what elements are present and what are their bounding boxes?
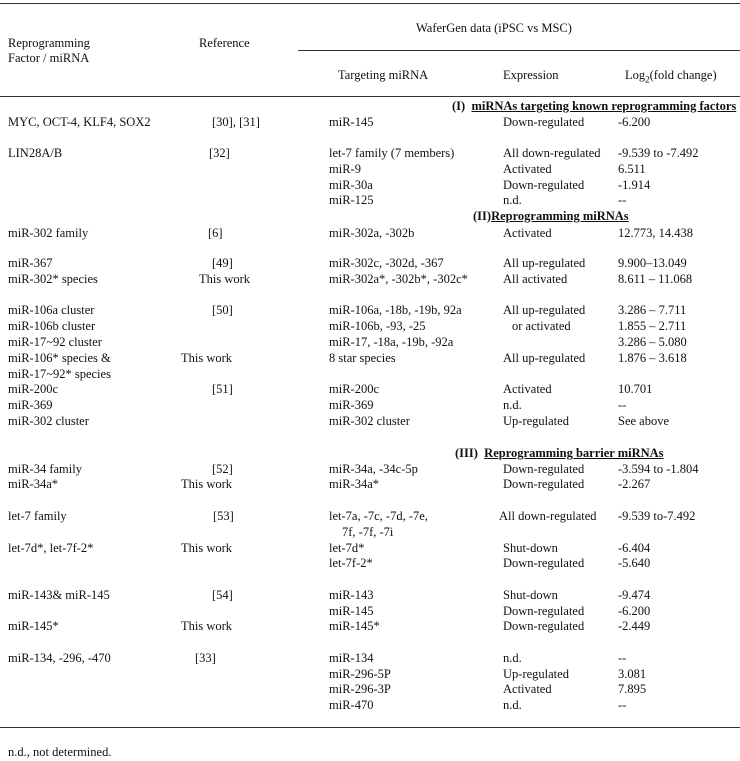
row-4-log: -- [618,193,627,207]
row-27-expr: Activated [503,682,552,696]
row-15-mirna: miR-302 cluster [329,414,410,428]
row-6-expr: All up-regulated [503,256,586,270]
row-21-mirna: let-7f-2* [329,556,373,570]
row-2-expr: Activated [503,162,552,176]
row-28-expr: n.d. [503,698,522,712]
row-17-factor: miR-34a* [8,477,58,491]
row-3-mirna: miR-30a [329,178,373,192]
row-25-log: -- [618,651,627,665]
row-8-expr: All up-regulated [503,303,586,317]
row-25-factor: miR-134, -296, -470 [8,651,111,665]
row-28-log: -- [618,698,627,712]
row-9-expr: or activated [512,319,571,333]
row-5-ref: [6] [208,226,223,240]
row-21-log: -5.640 [618,556,651,570]
row-20-mirna: let-7d* [329,541,365,555]
row-6-ref: [49] [212,256,233,270]
row-16-ref: [52] [212,462,233,476]
row-10-mirna: miR-17, -18a, -19b, -92a [329,335,454,349]
row-24-log: -2.449 [618,619,651,633]
row-15-expr: Up-regulated [503,414,569,428]
row-7-mirna: miR-302a*, -302b*, -302c* [329,272,468,286]
row-24-expr: Down-regulated [503,619,585,633]
row-18-ref: [53] [213,509,234,523]
row-18-factor: let-7 family [8,509,67,523]
row-27-log: 7.895 [618,682,647,696]
row-20-log: -6.404 [618,541,651,555]
row-6-log: 9.900–13.049 [618,256,687,270]
row-2-log: 6.511 [618,162,646,176]
group-rule [298,50,740,51]
row-18-expr: All down-regulated [499,509,597,523]
header-reference: Reference [199,36,250,50]
row-5-factor: miR-302 family [8,226,89,240]
row-13-log: 10.701 [618,382,653,396]
row-14-log: -- [618,398,627,412]
row-20-factor: let-7d*, let-7f-2* [8,541,94,555]
row-20-expr: Shut-down [503,541,558,555]
row-18-mirna: let-7a, -7c, -7d, -7e, [329,509,428,523]
row-1-mirna: let-7 family (7 members) [329,146,455,160]
row-0-expr: Down-regulated [503,115,585,129]
row-26-mirna: miR-296-5P [329,667,391,681]
row-16-factor: miR-34 family [8,462,82,476]
row-3-log: -1.914 [618,178,651,192]
row-1-expr: All down-regulated [503,146,601,160]
row-11-factor: miR-106* species & [8,351,111,365]
top-rule [0,3,740,4]
row-22-ref: [54] [212,588,233,602]
row-8-mirna: miR-106a, -18b, -19b, 92a [329,303,462,317]
row-11-ref: This work [181,351,233,365]
row-21-expr: Down-regulated [503,556,585,570]
row-16-mirna: miR-34a, -34c-5p [329,462,418,476]
row-3-expr: Down-regulated [503,178,585,192]
row-9-log: 1.855 – 2.711 [618,319,687,333]
row-1-log: -9.539 to -7.492 [618,146,699,160]
row-14-factor: miR-369 [8,398,53,412]
row-24-ref: This work [181,619,233,633]
row-19-mirna: 7f, -7f, -7i [342,525,394,539]
row-13-mirna: miR-200c [329,382,379,396]
row-4-expr: n.d. [503,193,522,207]
row-22-factor: miR-143& miR-145 [8,588,110,602]
row-23-log: -6.200 [618,604,651,618]
row-8-ref: [50] [212,303,233,317]
row-7-factor: miR-302* species [8,272,98,286]
row-0-factor: MYC, OCT-4, KLF4, SOX2 [8,115,151,129]
section-heading-3: (III) Reprogramming barrier miRNAs [455,446,664,460]
row-7-ref: This work [199,272,251,286]
row-11-expr: All up-regulated [503,351,586,365]
row-7-log: 8.611 – 11.068 [618,272,693,286]
row-13-ref: [51] [212,382,233,396]
row-14-expr: n.d. [503,398,522,412]
row-0-mirna: miR-145 [329,115,374,129]
row-17-ref: This work [181,477,233,491]
row-4-mirna: miR-125 [329,193,374,207]
row-20-ref: This work [181,541,233,555]
row-9-mirna: miR-106b, -93, -25 [329,319,426,333]
row-1-ref: [32] [209,146,230,160]
row-8-log: 3.286 – 7.711 [618,303,687,317]
row-28-mirna: miR-470 [329,698,374,712]
row-9-factor: miR-106b cluster [8,319,96,333]
section-heading-2: (II)Reprogramming miRNAs [473,209,629,223]
row-25-ref: [33] [195,651,216,665]
row-17-log: -2.267 [618,477,651,491]
row-5-expr: Activated [503,226,552,240]
row-24-mirna: miR-145* [329,619,380,633]
row-23-expr: Down-regulated [503,604,585,618]
row-13-expr: Activated [503,382,552,396]
row-26-log: 3.081 [618,667,647,681]
row-22-expr: Shut-down [503,588,558,602]
header-log2-fold-change: Log$_2$(fold change) [625,68,717,85]
header-wafergen: WaferGen data (iPSC vs MSC) [416,21,572,35]
row-6-mirna: miR-302c, -302d, -367 [329,256,444,270]
row-22-log: -9.474 [618,588,651,602]
header-targeting-mirna: Targeting miRNA [338,68,429,82]
row-14-mirna: miR-369 [329,398,374,412]
row-13-factor: miR-200c [8,382,58,396]
header-factor-line1: Reprogramming [8,36,90,50]
footnote: n.d., not determined. [8,745,112,759]
row-26-expr: Up-regulated [503,667,569,681]
header-factor-line2: Factor / miRNA [8,51,90,65]
row-11-log: 1.876 – 3.618 [618,351,687,365]
row-18-log: -9.539 to-7.492 [618,509,696,523]
row-15-log: See above [618,414,670,428]
row-17-mirna: miR-34a* [329,477,379,491]
row-15-factor: miR-302 cluster [8,414,89,428]
row-17-expr: Down-regulated [503,477,585,491]
row-11-mirna: 8 star species [329,351,396,365]
row-1-factor: LIN28A/B [8,146,63,160]
row-8-factor: miR-106a cluster [8,303,95,317]
header-bottom-rule [0,96,740,97]
row-10-factor: miR-17~92 cluster [8,335,102,349]
row-5-log: 12.773, 14.438 [618,226,693,240]
row-24-factor: miR-145* [8,619,59,633]
header-expression: Expression [503,68,559,82]
row-0-ref: [30], [31] [212,115,260,129]
row-12-factor: miR-17~92* species [8,367,111,381]
section-heading-1: (I) miRNAs targeting known reprogramming factors [452,99,737,113]
row-22-mirna: miR-143 [329,588,374,602]
row-5-mirna: miR-302a, -302b [329,226,415,240]
row-16-log: -3.594 to -1.804 [618,462,699,476]
row-25-expr: n.d. [503,651,522,665]
row-27-mirna: miR-296-3P [329,682,391,696]
row-6-factor: miR-367 [8,256,53,270]
row-2-mirna: miR-9 [329,162,361,176]
row-25-mirna: miR-134 [329,651,374,665]
row-10-log: 3.286 – 5.080 [618,335,687,349]
row-0-log: -6.200 [618,115,651,129]
row-16-expr: Down-regulated [503,462,585,476]
bottom-rule [0,727,740,728]
row-23-mirna: miR-145 [329,604,374,618]
row-7-expr: All activated [503,272,568,286]
